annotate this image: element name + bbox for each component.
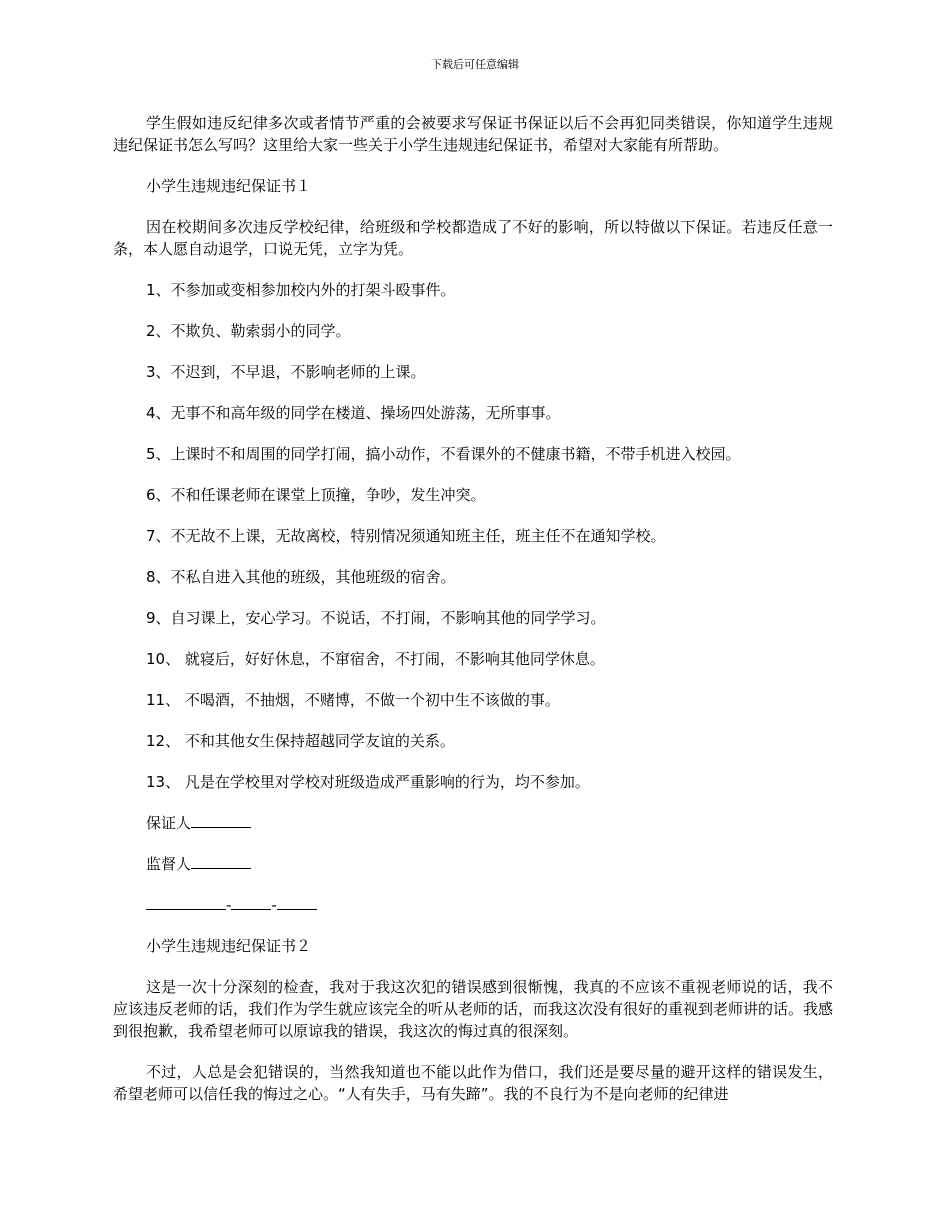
year-blank <box>146 894 226 910</box>
section2-title: 小学生违规违纪保证书２ <box>146 937 312 955</box>
list-item: 1、不参加或变相参加校内外的打架斗殴事件。 <box>146 281 456 299</box>
day-blank <box>277 894 317 910</box>
list-item: 3、不迟到，不早退，不影响老师的上课。 <box>146 363 426 381</box>
list-item: 10、 就寝后，好好休息，不窜宿舍，不打闹，不影响其他同学休息。 <box>146 650 605 668</box>
date-line <box>113 894 833 916</box>
section1-title: 小学生违规违纪保证书１ <box>146 177 312 195</box>
document-body <box>113 112 833 1124</box>
intro-paragraph: 学生假如违反纪律多次或者情节严重的会被要求写保证书保证以后不会再犯同类错误，你知道学生违规违纪保证书怎么写吗？这里给大家一些关于小学生违规违纪保证书，希望对大家能有所帮助。 <box>113 114 833 154</box>
list-item: 9、自习课上，安心学习。不说话，不打闹，不影响其他的同学学习。 <box>146 609 606 627</box>
section1-body: 因在校期间多次违反学校纪律，给班级和学校都造成了不好的影响，所以特做以下保证。若违反任意一条，本人愿自动退学，口说无凭，立字为凭。 <box>113 218 833 258</box>
list-item: 2、不欺负、勒索弱小的同学。 <box>146 322 351 340</box>
list-item: 5、上课时不和周围的同学打闹，搞小动作，不看课外的不健康书籍，不带手机进入校园。 <box>146 445 741 463</box>
list-item: 6、不和任课老师在课堂上顶撞，争吵，发生冲突。 <box>146 486 486 504</box>
guarantor-blank <box>191 812 251 828</box>
page-header: 下载后可任意编辑 <box>431 58 519 71</box>
date-separator: - <box>271 896 277 914</box>
guarantor-label: 保证人 <box>146 814 192 832</box>
list-item: 13、 凡是在学校里对学校对班级造成严重影响的行为，均不参加。 <box>146 773 590 791</box>
list-item: 12、 不和其他女生保持超越同学友谊的关系。 <box>146 732 455 750</box>
list-item: 4、无事不和高年级的同学在楼道、操场四处游荡，无所事事。 <box>146 404 561 422</box>
supervisor-blank <box>191 853 251 869</box>
section2-paragraph-1: 这是一次十分深刻的检查，我对于我这次犯的错误感到很惭愧，我真的不应该不重视老师说的话，我不应该违反老师的话，我们作为学生就应该完全的听从老师的话，而我这次没有很好的重视到老师讲的话。我感到很抱歉，我希望老师可以原谅我的错误，我这次的悔过真的很深刻。 <box>113 978 834 1040</box>
list-item: 8、不私自进入其他的班级，其他班级的宿舍。 <box>146 568 456 586</box>
list-item: 7、不无故不上课，无故离校，特别情况须通知班主任，班主任不在通知学校。 <box>146 527 666 545</box>
list-item: 11、 不喝酒，不抽烟，不赌博，不做一个初中生不该做的事。 <box>146 691 560 709</box>
guarantor-line <box>113 812 833 834</box>
month-blank <box>231 894 271 910</box>
supervisor-line <box>113 853 833 875</box>
supervisor-label: 监督人 <box>146 855 192 873</box>
date-separator: - <box>226 896 232 914</box>
section2-paragraph-2: 不过，人总是会犯错误的，当然我知道也不能以此作为借口，我们还是要尽量的避开这样的错误发生，希望老师可以信任我的悔过之心。“人有失手，马有失蹄”。我的不良行为不是向老师的纪律进 <box>113 1063 833 1103</box>
